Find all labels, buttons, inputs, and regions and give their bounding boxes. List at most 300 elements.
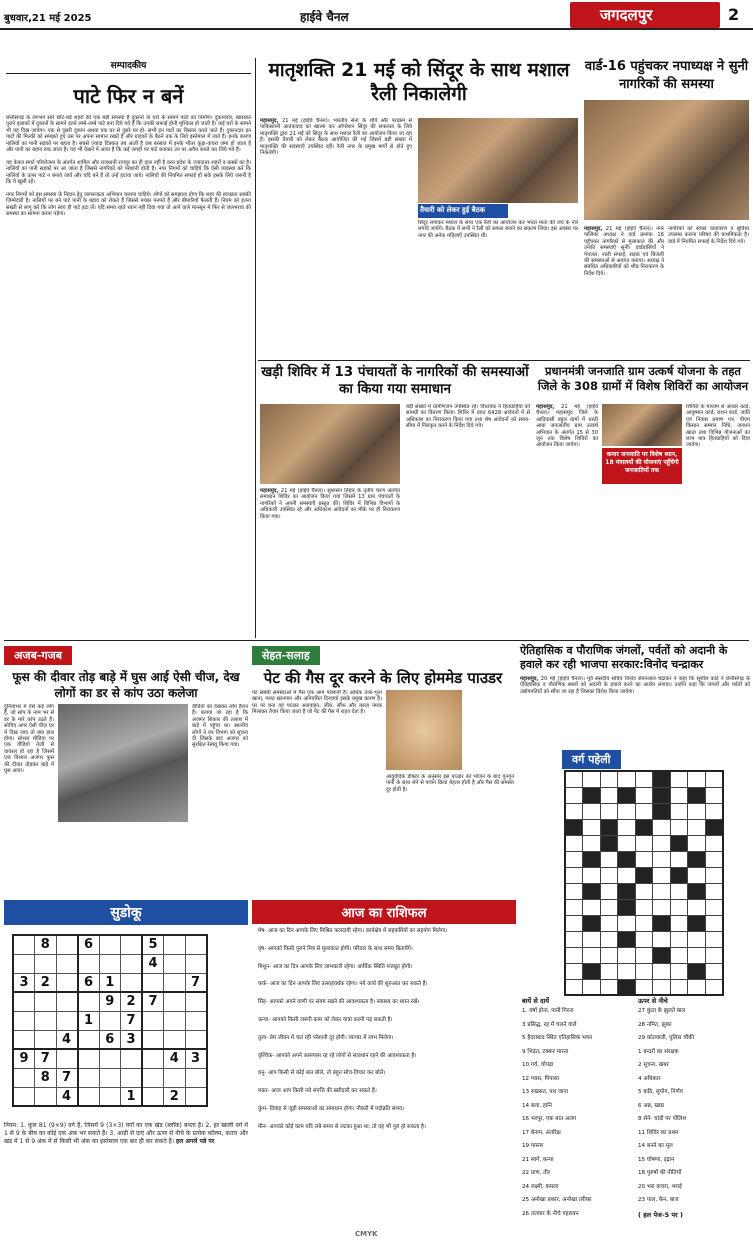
rashifal-item: मिथुन- आज का दिन आपके लिए लाभकारी रहेगा। आर्थिक स्थिति मजबूत होगी। (258, 963, 413, 970)
pm-title: प्रधानमंत्री जनजाति ग्राम उत्कर्ष योजना के तहत जिले के 308 ग्रामों में विशेष शिविरों का आयोजन (537, 364, 749, 393)
crossword-block-cell (583, 963, 601, 979)
crossword-cell[interactable] (635, 963, 653, 979)
rally-title: मातृशक्ति 21 मई को सिंदूर के साथ मशाल रैली निकालेगी (268, 59, 570, 105)
pm-dateline: महासमुंद, (536, 404, 555, 410)
crossword-cell[interactable] (670, 899, 688, 915)
crossword-cell[interactable] (670, 803, 688, 819)
crossword-block-cell (618, 851, 636, 867)
camp-dateline: महासमुंद, (260, 488, 279, 494)
sudoku-cell[interactable] (35, 992, 57, 1011)
crossword-cell[interactable] (583, 819, 601, 835)
down-clue: 4 अधिकार (638, 1075, 661, 1082)
crossword-row (565, 787, 723, 803)
rashifal-item: कन्या- आपको किसी जरूरी काम को लेकर यात्रा करनी पड़ सकती है। (258, 1016, 393, 1023)
crossword-cell[interactable] (583, 835, 601, 851)
crossword-cell[interactable] (618, 835, 636, 851)
crossword-cell[interactable] (705, 787, 723, 803)
sudoku-cell[interactable] (121, 1068, 143, 1087)
sudoku-cell[interactable] (99, 935, 121, 954)
crossword-cell[interactable] (670, 963, 688, 979)
crossword-cell[interactable] (635, 803, 653, 819)
crossword-cell[interactable] (565, 947, 583, 963)
crossword-cell[interactable] (670, 851, 688, 867)
crossword-block-cell (670, 867, 688, 883)
crossword-cell[interactable] (618, 915, 636, 931)
rally-body (260, 118, 412, 358)
sudoku-cell[interactable] (99, 954, 121, 973)
sudoku-row (13, 1087, 207, 1106)
crossword-cell[interactable] (618, 867, 636, 883)
sudoku-cell[interactable] (185, 935, 207, 954)
pm-photo (602, 404, 682, 446)
sudoku-cell: 1 (99, 973, 121, 992)
sudoku-table (12, 934, 208, 1107)
crossword-cell[interactable] (565, 915, 583, 931)
sudoku-cell[interactable] (99, 1068, 121, 1087)
crossword-cell[interactable] (600, 899, 618, 915)
crossword-block-cell (565, 819, 583, 835)
sudoku-cell: 8 (35, 1068, 57, 1087)
crossword-row (565, 867, 723, 883)
crossword-cell[interactable] (670, 883, 688, 899)
pm-caption: कमार जनजाति पर विशेष ध्यान, 18 मंत्रालयों की योजनाएं पहुँचेंगी जनजातियों तक (602, 448, 682, 484)
rally-body2: सिंदूर लगाकर मशाल के साथ एक रैली का आयोजन कर भारत माता की जय के नारे लगाये जायेंगे। बैठक में सभी ने रैली को सफल बनाने का संकल्प लिया। इस अवसर पर नगर की अनेक महिलाएँ उपस्थित थीं। (418, 220, 578, 239)
pm-body (536, 404, 598, 636)
sudoku-cell: 9 (13, 1049, 35, 1068)
down-clue: 2 सूचना, खबर (638, 1062, 669, 1068)
crossword-cell[interactable] (670, 787, 688, 803)
rashifal-list (252, 928, 516, 1131)
crossword-cell[interactable] (600, 867, 618, 883)
crossword-block-cell (583, 787, 601, 803)
down-clue: 8 सेने- चांदी पर पॉलिश (638, 1116, 687, 1122)
crossword-row (565, 883, 723, 899)
sudoku-cell: 7 (35, 1049, 57, 1068)
crossword-cell[interactable] (688, 867, 706, 883)
crossword-block-cell (618, 979, 636, 995)
crossword-cell[interactable] (565, 931, 583, 947)
sudoku-cell[interactable] (56, 1049, 78, 1068)
sudoku-cell[interactable] (78, 992, 100, 1011)
header-date: बुधवार,21 मई 2025 (4, 13, 92, 24)
crossword-cell[interactable] (600, 851, 618, 867)
sudoku-cell[interactable] (99, 1087, 121, 1106)
crossword-cell[interactable] (653, 819, 671, 835)
sudoku-cell[interactable] (78, 1049, 100, 1068)
down-label: ऊपर से नीचे (638, 997, 668, 1005)
sudoku-cell: 8 (35, 935, 57, 954)
sudoku-cell[interactable] (142, 1030, 164, 1049)
rashifal-item: कर्क- आज का दिन आपके लिए उत्साहवर्धक रहेगा। नये कार्य की शुरुआत कर सकते हैं। (258, 981, 428, 988)
sudoku-cell[interactable] (142, 1068, 164, 1087)
sudoku-cell: 5 (142, 935, 164, 954)
sudoku-cell[interactable] (121, 1049, 143, 1068)
sudoku-cell[interactable] (185, 1087, 207, 1106)
crossword-block-cell (653, 787, 671, 803)
sudoku-cell[interactable] (142, 973, 164, 992)
across-clue: 21 स्वर्ग, कन्या (522, 1156, 554, 1163)
ward-body2: नागरिकों को स्वच्छ वातावरण व सुविधा उपलब्ध कराना परिषद की प्राथमिकता है। वार्ड में नियमित सफाई के निर्देश दिये गये। (668, 226, 749, 245)
crossword-cell[interactable] (583, 931, 601, 947)
sudoku-row (13, 1030, 207, 1049)
down-clue: 27 कुंठा के झुलते बाल (638, 1008, 686, 1014)
sudoku-cell[interactable] (185, 992, 207, 1011)
sudoku-cell[interactable] (13, 935, 35, 954)
down-clue: 20 भरा कचरा, भराई (638, 1183, 682, 1190)
down-list (638, 1005, 750, 1208)
health-photo (386, 690, 462, 770)
crossword-block-cell (618, 899, 636, 915)
rashifal-item: मेष- आज का दिन आपके लिए मिश्रित फलदायी रहेगा। कार्यक्षेत्र में सहकर्मियों का सहयोग मिलेगा। (258, 928, 448, 934)
crossword-cell[interactable] (635, 947, 653, 963)
crossword-cell[interactable] (635, 931, 653, 947)
crossword-cell[interactable] (565, 899, 583, 915)
crossword-cell[interactable] (635, 915, 653, 931)
crossword-row (565, 915, 723, 931)
rashifal-block (252, 900, 516, 1230)
sudoku-row (13, 992, 207, 1011)
crossword-cell[interactable] (688, 771, 706, 787)
h-divider-2 (4, 640, 749, 641)
crossword-cell[interactable] (600, 803, 618, 819)
rashifal-header (252, 900, 516, 924)
sudoku-grid (12, 934, 208, 1107)
ward-body-text: 21 मई (हाईवे चैनल)। नगर पालिका अध्यक्ष ने वार्ड क्रमांक 16 पहुँचकर नागरिकों से मुलाकात की और उनकी समस्याएँ सुनीं। वार्डवासियों ने पेयजल, नाली सफाई, सड़क एवं बिजली की समस्याओं से अवगत कराया। अध्यक्ष ने संबंधित अधिकारियों को शीघ्र निराकरण के निर्देश दिये। (584, 226, 664, 277)
crossword-block-cell (583, 915, 601, 931)
rally-dateline: महासमुंद, (260, 118, 279, 124)
crossword-cell[interactable] (635, 851, 653, 867)
sudoku-cell[interactable] (142, 1049, 164, 1068)
rally-body-text: 21 मई (हाईवे चैनल)। भारतीय सेना के शौर्य और पराक्रम से पाकिस्तानी आतंकवाद का खात्मा कर ऑपरेशन सिंदूर की सफलता के लिये मातृशक्ति द्वारा 21 मई को सिंदूर के साथ मशाल रैली का आयोजन किया जा रहा है। इसकी तैयारी को लेकर बैठक आयोजित की गई जिसमें बड़ी संख्या में मातृशक्ति की सदस्याएँ उपस्थित रहीं। रैली नगर के प्रमुख मार्गों से होते हुए निकलेगी। (260, 118, 412, 157)
tourism-body (520, 676, 750, 734)
crossword-cell[interactable] (688, 835, 706, 851)
sudoku-cell[interactable] (56, 954, 78, 973)
crossword-block-cell (670, 835, 688, 851)
crossword-across (522, 996, 634, 1236)
crossword-block-cell (618, 883, 636, 899)
sudoku-cell: 7 (142, 992, 164, 1011)
crossword-cell[interactable] (688, 803, 706, 819)
camp-title: खड़ी शिविर में 13 पंचायतों के नागरिकों की समस्याओं का किया गया समाधान (261, 364, 529, 397)
sudoku-cell[interactable] (13, 1011, 35, 1030)
crossword-row (565, 771, 723, 787)
sudoku-block (4, 900, 248, 1230)
sudoku-cell[interactable] (164, 954, 186, 973)
pm-story (536, 364, 750, 636)
sudoku-cell[interactable] (185, 1011, 207, 1030)
crossword-cell[interactable] (583, 979, 601, 995)
sudoku-header (4, 900, 248, 925)
crossword-cell[interactable] (618, 819, 636, 835)
sudoku-cell[interactable] (142, 1011, 164, 1030)
sudoku-cell: 3 (185, 1049, 207, 1068)
crossword-cell[interactable] (583, 803, 601, 819)
sudoku-cell[interactable] (142, 1087, 164, 1106)
sudoku-cell: 2 (35, 973, 57, 992)
crossword-cell[interactable] (600, 979, 618, 995)
rashifal-item: मीन- आपको कोई काम यदि लंबे समय से लटका हुआ था, तो वह भी पूरा हो सकता है। (258, 1123, 426, 1130)
crossword-cell[interactable] (705, 867, 723, 883)
crossword-cell[interactable] (705, 947, 723, 963)
sudoku-cell[interactable] (13, 1030, 35, 1049)
page-number: 2 (728, 5, 740, 24)
editorial-body: छत्तीसगढ़ के लगभग सारे छोटे-बड़े शहरों की एक बड़ी समस्या है दुकानों या घरों के सामने पाटों का निर्माण। दुकानदार, खासकर पुराने इलाकों में दुकानों के सामने इतने लम्बे-लम्बे पाटे बना दिये गये हैं कि उनकी सफाई होनी मुश्किल हो जाती है। कई घरों के सामने भी यह दिख जायेगा। एक से दूसरी दुकान अथवा एक घर से दूसरे घर हो- सभी इन पाटों का विस्तार करते जाते हैं। दुकानदार इन पाटों की मिल्की को समझते हुए उस पर अपना सामान रखते हैं और ग्राहकों के बैठने तक के लिये इस्तेमाल में लाते हैं। इनके कारण नालियों का पानी सड़कों पर बहता है। सबसे ज्यादा दिक्कत तब आती है जब बरसात में इनके भीतर कूड़ा-कचरा जमा हो जाता है और पानी का बहाव रुक जाता है। यह भी देखने में आया है कि कई जगहों पर पाटे बनाकर उन पर अवैध कब्जे कर लिये गये हैं। यह केवल स्मार्ट परियोजना के अंतर्गत शामिल और राजधानी रायपुर का ही हाल नहीं है वरन प्रदेश के ज्यादातर शहरों व कस्बों का है। नालियों का पानी सड़कों पर आ जाता है जिससे नागरिकों को परेशानी होती है। नगर निगमों को चाहिये कि ऐसी व्यवस्था करें कि नालियों के ऊपर पाटे न बनाये जायें और यदि बने हैं तो उन्हें हटाया जाये। नालियों की नियमित सफाई हो सके इसके लिये जरूरी है कि वे खुली रहें। नगर निगमों को इस समस्या के निदान हेतु जागरूकता अभियान चलाना चाहिये। लोगों को समझाना होगा कि शहर की स्वच्छता सबकी जिम्मेदारी है। नालियों पर बने पाटे पानी के बहाव को रोकते हैं जिससे मच्छर पनपते हैं और बीमारियाँ फैलती हैं। नियम को इतना सख्ती से लागू करें कि लोग स्वयं ही पाटे हटा लें। यदि समय रहते ध्यान नहीं दिया गया तो आने वाले मानसून में फिर से जलभराव की समस्या का सामना करना पड़ेगा। (6, 115, 251, 218)
sudoku-cell: 7 (121, 1011, 143, 1030)
snake-section: अजब-गजब (4, 646, 72, 665)
sudoku-cell[interactable] (164, 1030, 186, 1049)
crossword-cell[interactable] (705, 899, 723, 915)
across-clue: 14 बला, हानि (522, 1102, 552, 1109)
sudoku-cell: 1 (78, 1011, 100, 1030)
across-clue: 9 भिड़ंत, टक्कर मारना (522, 1048, 569, 1055)
crossword-cell[interactable] (565, 867, 583, 883)
sudoku-rules (4, 1122, 248, 1230)
crossword-row (565, 899, 723, 915)
crossword-cell[interactable] (565, 787, 583, 803)
crossword-cell[interactable] (688, 899, 706, 915)
crossword-cell[interactable] (600, 771, 618, 787)
crossword-cell[interactable] (705, 979, 723, 995)
ward-photo (584, 100, 749, 220)
across-clue: 26 तलवार के नीचे पहरावन (522, 1210, 579, 1217)
sudoku-cell: 2 (121, 992, 143, 1011)
crossword-row (565, 803, 723, 819)
sudoku-cell: 6 (99, 1030, 121, 1049)
sudoku-cell: 4 (164, 1049, 186, 1068)
crossword-cell[interactable] (670, 771, 688, 787)
crossword-cell[interactable] (653, 963, 671, 979)
sudoku-cell[interactable] (13, 954, 35, 973)
crossword-cell[interactable] (635, 787, 653, 803)
rally-caption: तैयारी को लेकर हुई बैठक (418, 204, 508, 218)
across-clue: 12 प्यास, पिपासा (522, 1075, 560, 1082)
crossword-block-cell (688, 851, 706, 867)
sudoku-cell[interactable] (164, 935, 186, 954)
sudoku-cell[interactable] (185, 954, 207, 973)
across-clue: 10 गर्व, चोपड़ा (522, 1062, 554, 1068)
crossword-cell[interactable] (653, 931, 671, 947)
pm-body2: शिविरों के माध्यम से आधार कार्ड, आयुष्मान कार्ड, राशन कार्ड, जाति एवं निवास प्रमाण पत्र, पीएम किसान सम्मान निधि, जनधन खाता तथा विभिन्न योजनाओं का लाभ पात्र हितग्राहियों को दिया जायेगा। (686, 404, 750, 449)
crossword-cell[interactable] (600, 915, 618, 931)
crossword-cell[interactable] (618, 947, 636, 963)
tourism-dateline: महासमुंद, (520, 676, 539, 682)
crossword-block-cell (653, 947, 671, 963)
crossword-cell[interactable] (705, 803, 723, 819)
crossword-cell[interactable] (565, 963, 583, 979)
crossword-cell[interactable] (670, 931, 688, 947)
crossword-cell[interactable] (670, 947, 688, 963)
sudoku-row (13, 1011, 207, 1030)
crossword-block-cell (583, 851, 601, 867)
crossword-cell[interactable] (600, 963, 618, 979)
crossword-cell[interactable] (565, 851, 583, 867)
sudoku-cell: 2 (164, 1087, 186, 1106)
crossword-cell[interactable] (600, 883, 618, 899)
sudoku-cell[interactable] (13, 992, 35, 1011)
crossword-cell[interactable] (600, 787, 618, 803)
sudoku-cell[interactable] (99, 1049, 121, 1068)
sudoku-cell[interactable] (56, 935, 78, 954)
crossword-row (565, 931, 723, 947)
crossword-cell[interactable] (565, 803, 583, 819)
rashifal-item: धनु- आप किसी से कोई बात बोले, तो बहुत सोच-विचार कर बोलें। (258, 1070, 386, 1077)
down-clue: 23 पाल, केन, बाज (638, 1197, 679, 1203)
crossword-cell[interactable] (705, 835, 723, 851)
sudoku-cell: 7 (56, 1068, 78, 1087)
crossword-cell[interactable] (670, 979, 688, 995)
h-divider (258, 360, 750, 361)
crossword-cell[interactable] (653, 867, 671, 883)
crossword-row (565, 819, 723, 835)
crossword-row (565, 835, 723, 851)
crossword-cell[interactable] (618, 803, 636, 819)
sudoku-cell[interactable] (164, 1011, 186, 1030)
sudoku-cell[interactable] (121, 954, 143, 973)
sudoku-cell[interactable] (35, 1087, 57, 1106)
sudoku-cell[interactable] (121, 935, 143, 954)
crossword-block-cell (618, 787, 636, 803)
sudoku-cell[interactable] (164, 973, 186, 992)
sudoku-rules-text: नियम: 1. कुल 81 (9×9) वर्ग हैं, जिसमें 9 (3×3) वर्गों का एक खंड (ब्लॉक) बनता है। 2. हर खाली वर्ग में 1 से 9 के बीच का कोई एक अंक भर सकते हैं। 3. आड़ी से दाएं और ऊपर से नीचे के प्रत्येक कॉलम, कतार और खंड में 1 से 9 अंक में से किसी भी अंक का इस्तेमाल एक बार ही कर सकते हैं। (4, 1122, 248, 1145)
rally-story (260, 58, 578, 358)
sudoku-cell[interactable] (121, 973, 143, 992)
sudoku-cell[interactable] (78, 1030, 100, 1049)
across-clue: 19 पास्तर (522, 1143, 544, 1149)
sudoku-cell[interactable] (56, 1011, 78, 1030)
sudoku-cell[interactable] (164, 992, 186, 1011)
rashifal-item: कुंभ- विवाह से जुड़ी समस्याओं का समाधान होगा। नौकरी में पदोन्नति संभव। (258, 1105, 405, 1112)
sudoku-cell: 6 (78, 935, 100, 954)
masthead (0, 0, 753, 30)
sudoku-cell[interactable] (185, 1030, 207, 1049)
sudoku-cell[interactable] (164, 1068, 186, 1087)
crossword-cell[interactable] (705, 883, 723, 899)
crossword-cell[interactable] (688, 819, 706, 835)
crossword-answer: ( हल पेज-5 पर ) (638, 1210, 683, 1219)
crossword-cell[interactable] (583, 771, 601, 787)
crossword-cell[interactable] (565, 771, 583, 787)
crossword-cell[interactable] (688, 947, 706, 963)
sudoku-cell[interactable] (78, 1068, 100, 1087)
sudoku-cell: 3 (121, 1030, 143, 1049)
sudoku-solution: हल अगले पन्ने पर (176, 1138, 215, 1145)
crossword-cell[interactable] (705, 915, 723, 931)
crossword-cell[interactable] (653, 835, 671, 851)
sudoku-cell[interactable] (99, 1011, 121, 1030)
across-clue: 13 रुखसत, पथ जाना (522, 1089, 569, 1095)
tourism-story (520, 644, 750, 744)
col-divider (255, 58, 256, 638)
down-clue: 6 अन्न, खाद्य (638, 1102, 664, 1109)
sudoku-row (13, 935, 207, 954)
crossword-cell[interactable] (635, 979, 653, 995)
crossword-cell[interactable] (670, 915, 688, 931)
sudoku-cell[interactable] (35, 1030, 57, 1049)
ward-story (584, 58, 749, 358)
snake-photo (58, 704, 188, 822)
crossword-cell[interactable] (653, 883, 671, 899)
health-story (252, 644, 514, 894)
tourism-body-text: 20 मई (हाईवे चैनल)। पूर्व संसदीय सचिव विनोद सेवनलाल चंद्राकर ने कहा कि सुशील कांटे ने छत्तीसगढ़ के ऐतिहासिक व पौराणिक स्थलों को अदानी के हवाले करने का आरोप लगाया। उन्होंने कहा कि जंगलों और पर्वतों को उद्योगपतियों को सौंपा जा रहा है जिसका विरोध किया जायेगा। (520, 676, 750, 695)
crossword-block-cell (653, 771, 671, 787)
crossword-cell[interactable] (565, 979, 583, 995)
sudoku-cell[interactable] (35, 954, 57, 973)
tourism-title: ऐतिहासिक व पौराणिक जंगलों, पर्वतों को अदानी के हवाले कर रही भाजपा सरकार:विनोद चन्द्राकर (520, 644, 728, 671)
sudoku-cell: 4 (56, 1030, 78, 1049)
camp-photo (260, 404, 400, 484)
sudoku-cell: 7 (185, 973, 207, 992)
crossword-cell[interactable] (688, 931, 706, 947)
sudoku-cell: 3 (13, 973, 35, 992)
down-clue: 1 बन्दरों का संरक्षक (638, 1048, 679, 1055)
across-clue: 1. वर्षा होना, पानी गिरना (522, 1008, 574, 1014)
crossword-cell[interactable] (600, 947, 618, 963)
sudoku-cell[interactable] (78, 954, 100, 973)
snake-title: फूस की दीवार तोड़ बाड़े में घुस आई ऐसी चीज, देख लोगों का डर से कांप उठा कलेजा (12, 670, 240, 700)
crossword-down (638, 996, 750, 1236)
crossword-cell[interactable] (618, 771, 636, 787)
sudoku-row (13, 973, 207, 992)
crossword-cell[interactable] (565, 883, 583, 899)
sudoku-cell[interactable] (78, 1087, 100, 1106)
crossword-table (564, 770, 724, 996)
across-clue: 5 हैदराबाद स्थित एतिहासिक भवन (522, 1035, 593, 1041)
crossword-cell[interactable] (635, 883, 653, 899)
sudoku-cell: 4 (142, 954, 164, 973)
crossword-cell[interactable] (688, 979, 706, 995)
snake-body: दुनियाभर में ऐसे कई लोग हैं, जो सांप के नाम भर से डर के मारे कांप उठते हैं। सोचिए अगर ऐसी चीज़ घर में दिख जाए तो क्या हाल होगा। सोशल मीडिया पर एक वीडियो तेजी से वायरल हो रहा है जिसमें एक विशाल अजगर फूस की दीवार तोड़कर बाड़े में घुस आया। (4, 704, 54, 775)
sudoku-cell[interactable] (13, 1087, 35, 1106)
across-clue: 22 प्राण, तीर (522, 1170, 551, 1176)
crossword-cell[interactable] (705, 851, 723, 867)
sudoku-title: सुडोकू (110, 905, 142, 921)
crossword-cell[interactable] (705, 963, 723, 979)
crossword-cell[interactable] (565, 835, 583, 851)
sudoku-cell[interactable] (56, 992, 78, 1011)
crossword-cell[interactable] (635, 771, 653, 787)
crossword-cell[interactable] (635, 835, 653, 851)
crossword-cell[interactable] (653, 851, 671, 867)
crossword-cell[interactable] (600, 931, 618, 947)
across-clue: 25 अनोखा प्रकार, अनोखा तरीका (522, 1197, 592, 1203)
rashifal-item: मकर- आज आप किसी नये संपत्ति की खरीदारी कर सकते हैं। (258, 1088, 377, 1095)
crossword-cell[interactable] (635, 899, 653, 915)
ward-dateline: महासमुंद, (584, 226, 603, 232)
crossword-cell[interactable] (705, 931, 723, 947)
ward-title: वार्ड-16 पहुंचकर नपाध्यक्ष ने सुनी नागरिकों की समस्या (584, 59, 749, 92)
footer-mark: CMYK (355, 1230, 378, 1238)
rally-photo (418, 118, 578, 203)
crossword-cell[interactable] (618, 963, 636, 979)
sudoku-cell[interactable] (35, 1011, 57, 1030)
sudoku-cell[interactable] (185, 1068, 207, 1087)
crossword-cell[interactable] (653, 899, 671, 915)
crossword-cell[interactable] (653, 979, 671, 995)
sudoku-cell[interactable] (13, 1068, 35, 1087)
camp-story (260, 364, 530, 636)
sudoku-cell[interactable] (56, 973, 78, 992)
crossword-cell[interactable] (583, 867, 601, 883)
crossword-cell[interactable] (583, 947, 601, 963)
crossword-cell[interactable] (583, 899, 601, 915)
crossword-cell[interactable] (670, 819, 688, 835)
crossword-block (522, 748, 750, 1238)
crossword-block-cell (688, 883, 706, 899)
crossword-block-cell (653, 803, 671, 819)
sudoku-cell: 4 (56, 1087, 78, 1106)
pm-body-text: 21 मई (हाईवे चैनल)। महासमुंद जिले के आदिवासी बहुल ग्रामों में धरती आबा जनजातीय ग्राम उत्कर्ष अभियान के अंतर्गत 15 से 30 जून तक विशेष शिविरों का आयोजन किया जायेगा। (536, 404, 598, 449)
crossword-cell[interactable] (705, 771, 723, 787)
